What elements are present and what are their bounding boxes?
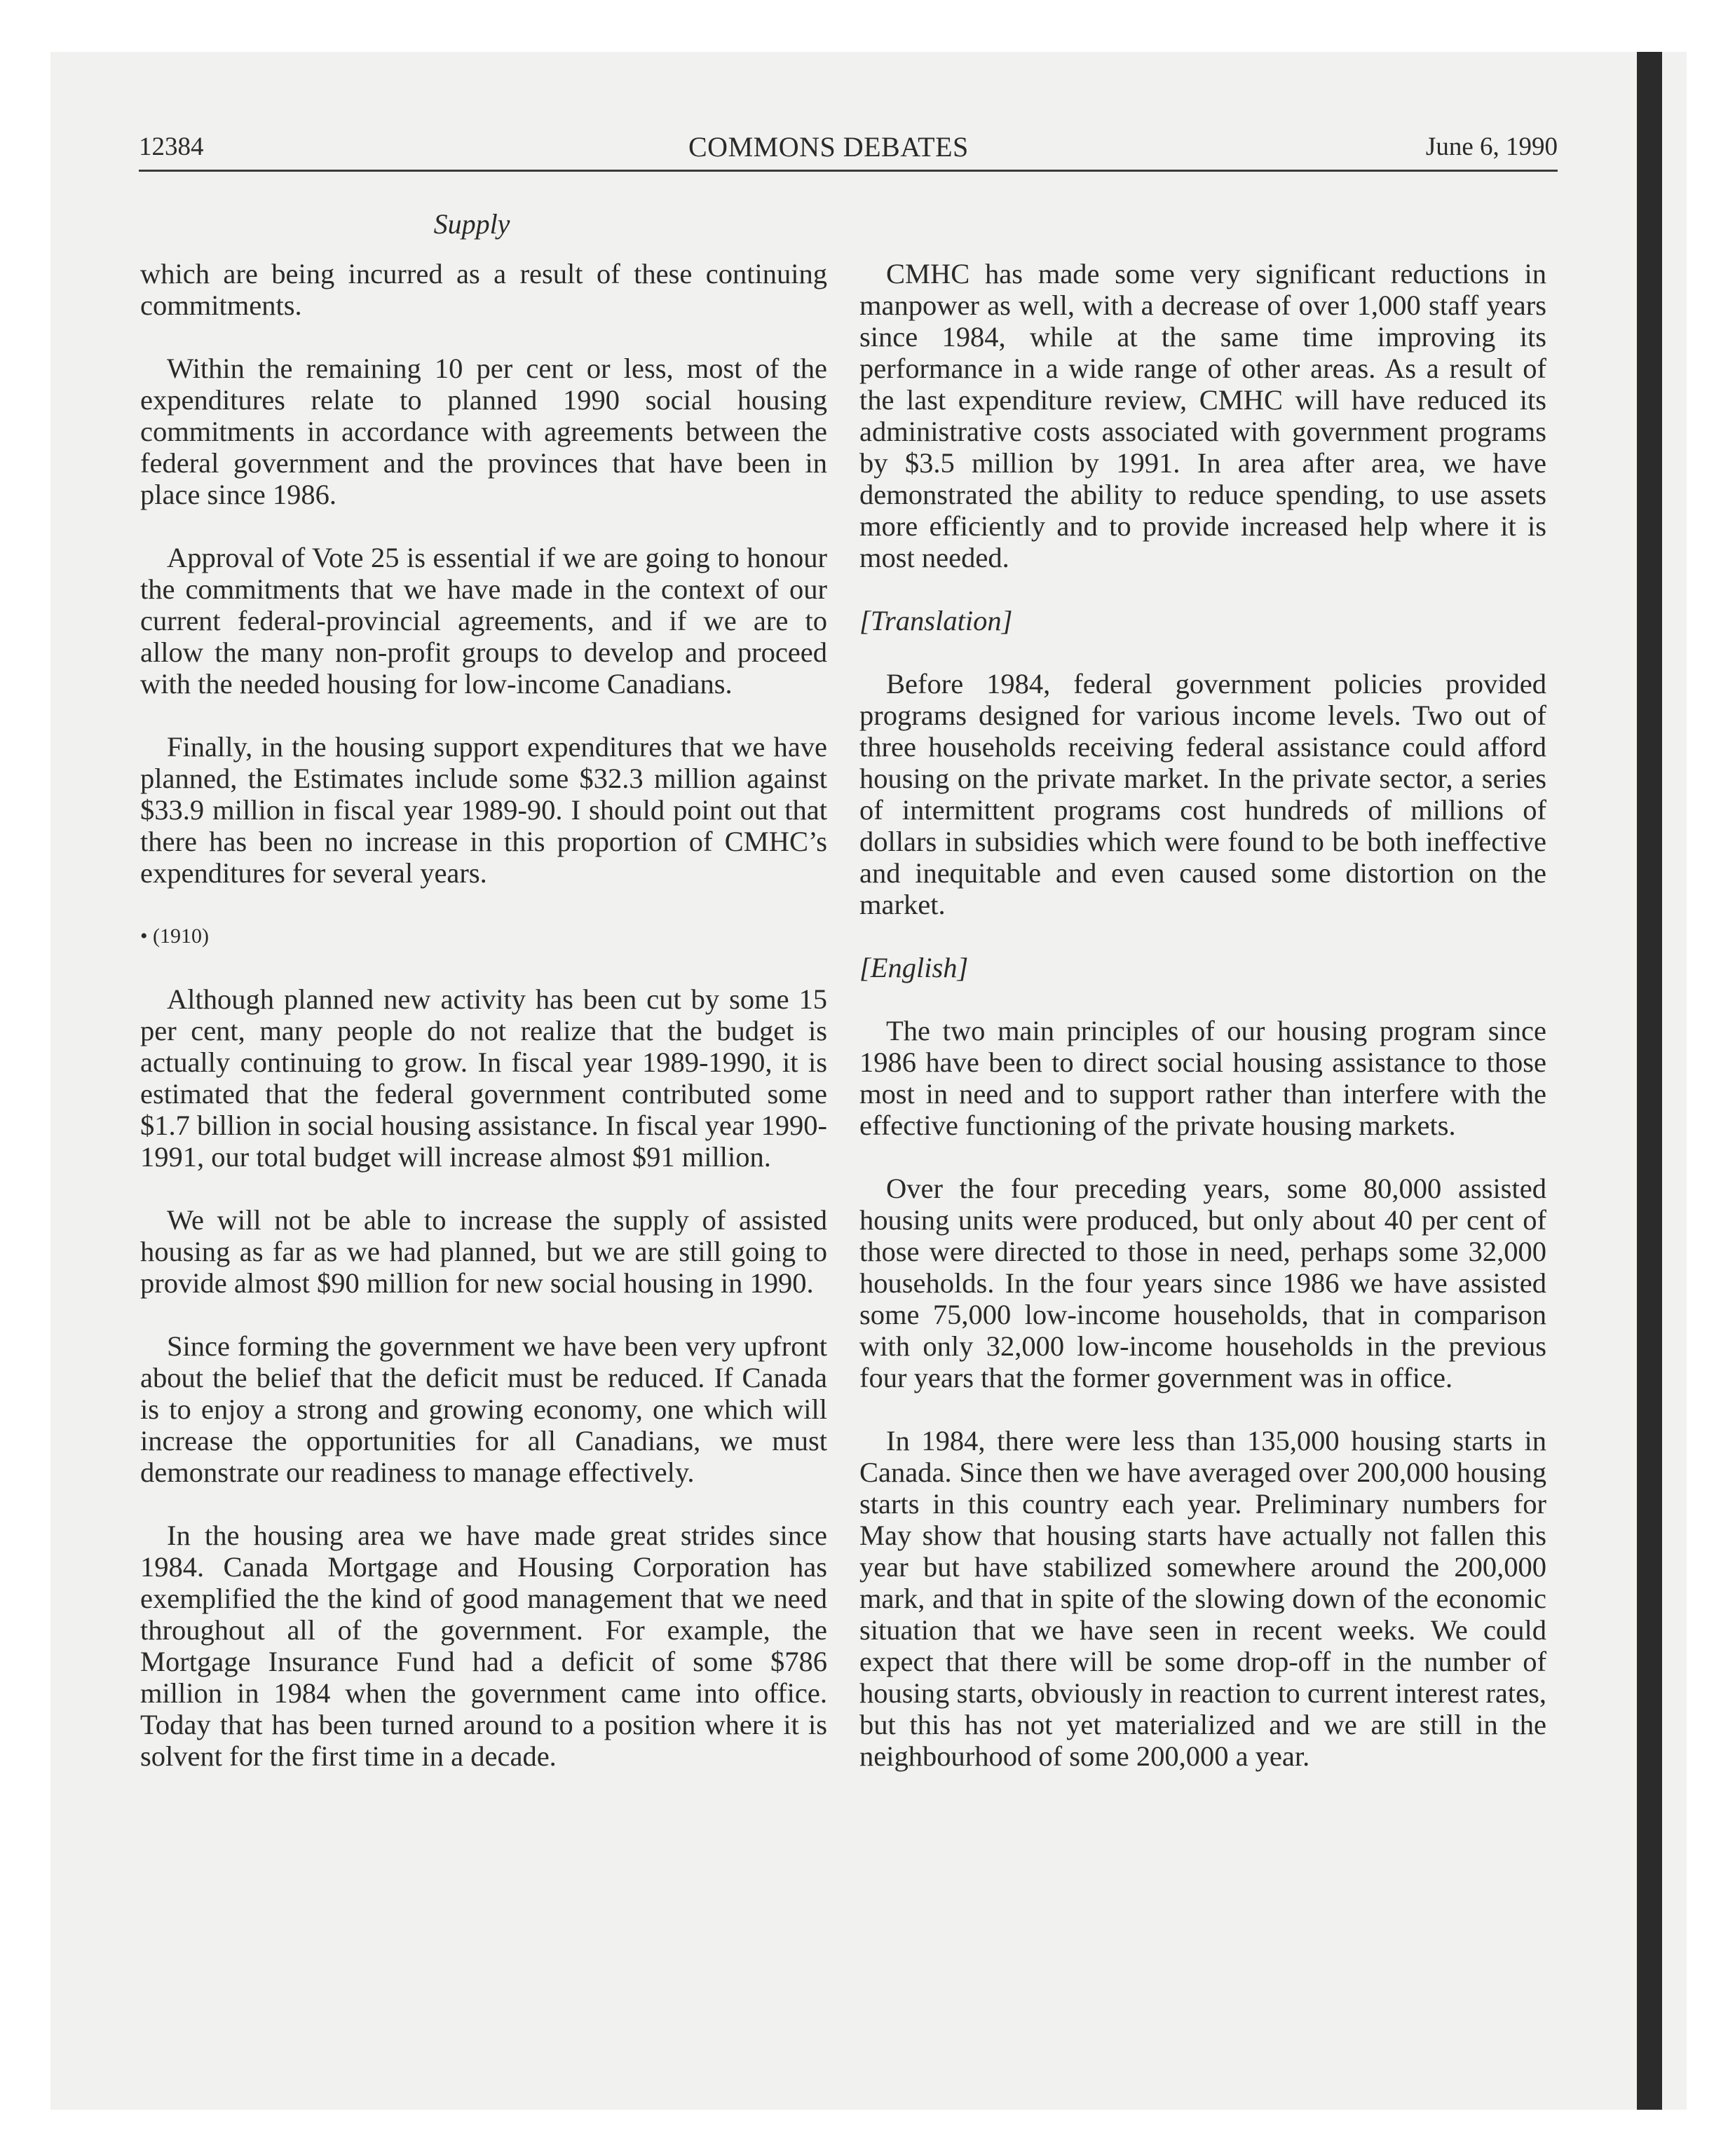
time-marker xyxy=(140,920,827,952)
paragraph: Approval of Vote 25 is essential if we are going to honour the commitments that we have made in the context of our current federal-provincial agreements, and if we are to allow the many non-profit groups to develop and proceed with the needed housing for low-income Canadians. xyxy=(140,542,827,700)
english-label: [English] xyxy=(859,952,969,983)
paragraph: In 1984, there were less than 135,000 housing starts in Canada. Since then we have averaged over 200,000 housing starts in this country each year. Preliminary numbers for May show that housing starts have actually not fallen this year but have stabilized somewhere around the 200,000 mark, and that in spite of the slowing down of the economic situation that we have seen in recent weeks. We could expect that there will be some drop-off in the number of housing starts, obviously in reaction to current interest rates, but this has not yet materialized and we are still in the neighbourhood of some 200,000 a year. xyxy=(859,1425,1546,1772)
section-title: Supply xyxy=(433,208,510,240)
paragraph: CMHC has made some very significant reductions in manpower as well, with a decrease of over 1,000 staff years since 1984, while at the same time improving its performance in a wide range of other areas. As a result of the last expenditure review, CMHC will have reduced its administrative costs associated with government programs by $3.5 million by 1991. In area after area, we have demonstrated the ability to reduce spending, to use assets more efficiently and to provide increased help where it is most needed. xyxy=(859,258,1546,573)
paragraph: Finally, in the housing support expenditures that we have planned, the Estimates include some $32.3 million against $33.9 million in fiscal year 1989-90. I should point out that there has been no increase in this proportion of CMHC’s expenditures for several years. xyxy=(140,731,827,889)
paragraph: Although planned new activity has been cut by some 15 per cent, many people do not realize that the budget is actually continuing to grow. In fiscal year 1989-1990, it is estimated that the federal government contributed some $1.7 billion in social housing assistance. In fiscal year 1990-1991, our total budget will increase almost $91 million. xyxy=(140,983,827,1173)
paragraph: The two main principles of our housing program since 1986 have been to direct social housing assistance to those most in need and to support rather than interfere with the effective functioning of the private housing markets. xyxy=(859,1015,1546,1141)
paragraph: Within the remaining 10 per cent or less, most of the expenditures relate to planned 1990 social housing commitments in accordance with agreements between the federal government and the provinces that have been in place since 1986. xyxy=(140,353,827,510)
publication-date: June 6, 1990 xyxy=(1425,132,1558,161)
paragraph: Before 1984, federal government policies provided programs designed for various income levels. Two out of three households receiving federal assistance could afford housing on the private market. In the private sector, a series of intermittent programs cost hundreds of millions of dollars in subsidies which were found to be both ineffective and inequitable and even caused some distortion on the market. xyxy=(859,668,1546,920)
translation-label: [Translation] xyxy=(859,605,1013,636)
paragraph: Over the four preceding years, some 80,000 assisted housing units were produced, but only about 40 per cent of those were directed to those in need, perhaps some 32,000 households. In the four years since 1986 we have assisted some 75,000 low-income households, that in comparison with only 32,000 low-income households in the previous four years that the former government was in office. xyxy=(859,1173,1546,1393)
page-number: 12384 xyxy=(139,132,204,161)
left-column xyxy=(140,258,827,1803)
paragraph: which are being incurred as a result of these continuing commitments. xyxy=(140,258,827,321)
header-rule xyxy=(139,170,1558,172)
publication-title: COMMONS DEBATES xyxy=(688,131,969,163)
right-column xyxy=(859,258,1546,1803)
paragraph: In the housing area we have made great strides since 1984. Canada Mortgage and Housing Corporation has exemplified the the kind of good management that we need throughout all of the government. For example, the Mortgage Insurance Fund had a deficit of some $786 million in 1984 when the government came into office. Today that has been turned around to a position where it is solvent for the first time in a decade. xyxy=(140,1520,827,1772)
time-marker-text: (1910) xyxy=(153,925,209,948)
page-edge-shadow xyxy=(1637,52,1662,2110)
bullet-icon: • xyxy=(140,925,148,948)
paragraph: Since forming the government we have been very upfront about the belief that the deficit must be reduced. If Canada is to enjoy a strong and growing economy, one which will increase the opportunities for all Canadians, we must demonstrate our readiness to manage effectively. xyxy=(140,1330,827,1488)
paragraph: We will not be able to increase the supply of assisted housing as far as we had planned, but we are still going to provide almost $90 million for new social housing in 1990. xyxy=(140,1204,827,1299)
